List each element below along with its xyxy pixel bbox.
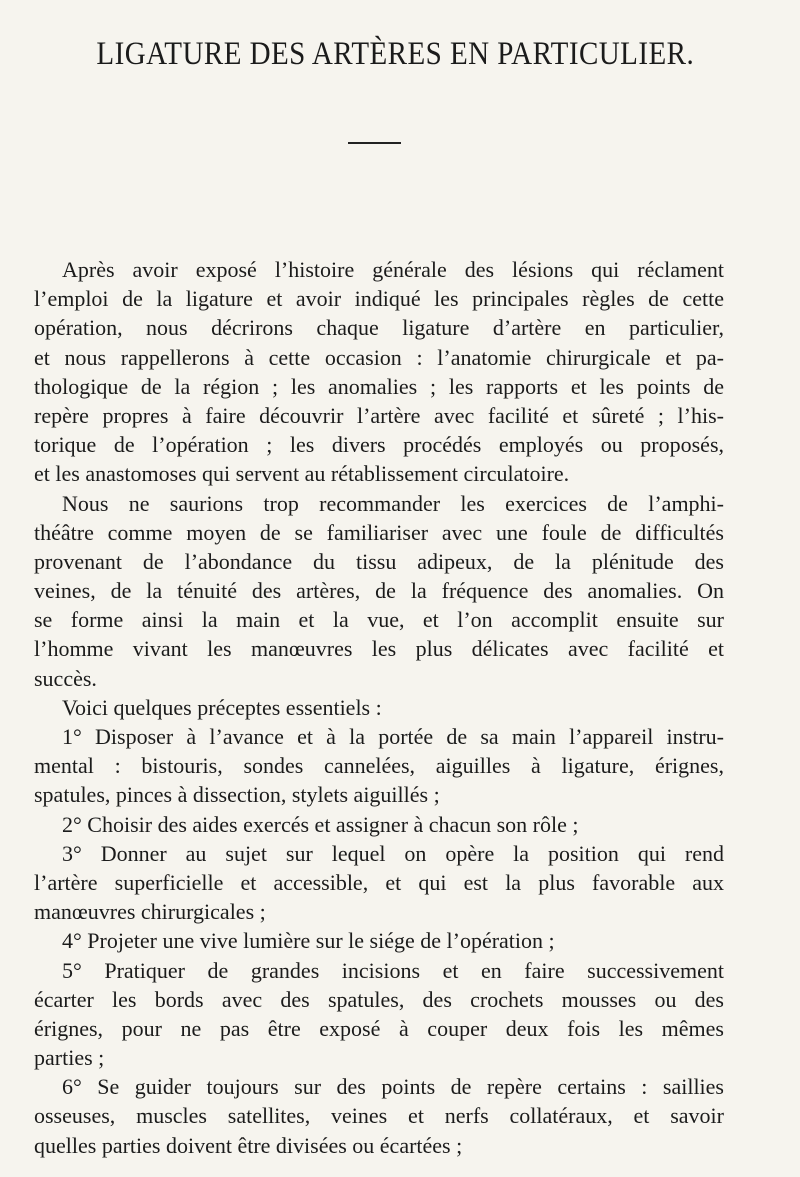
- text-line: écarter les bords avec des spatules, des crochets mousses ou des: [34, 986, 724, 1012]
- text-line: succès.: [34, 665, 97, 691]
- text-line: 5° Pratiquer de grandes incisions et en faire successivement: [62, 957, 724, 983]
- text-line: manœuvres chirurgicales ;: [34, 899, 266, 925]
- text-line: quelles parties doivent être divisées ou écartées ;: [34, 1132, 463, 1158]
- text-line: thologique de la région ; les anomalies ; les rapports et les points de: [34, 373, 724, 399]
- text-line: 3° Donner au sujet sur lequel on opère la position qui rend: [62, 840, 724, 866]
- text-line: torique de l’opération ; les divers procédés employés ou proposés,: [34, 432, 724, 458]
- text-line: l’artère superficielle et accessible, et qui est la plus favorable aux: [34, 869, 724, 895]
- text-line: 2° Choisir des aides exercés et assigner à chacun son rôle ;: [62, 811, 579, 837]
- text-line: théâtre comme moyen de se familiariser avec une foule de difficultés: [34, 519, 724, 545]
- text-line: 1° Disposer à l’avance et à la portée de sa main l’appareil instru-: [62, 724, 724, 749]
- text-line: érignes, pour ne pas être exposé à couper deux fois les mêmes: [34, 1015, 724, 1041]
- text-line: Nous ne saurions trop recommander les exercices de l’amphi-: [62, 490, 724, 516]
- text-line: repère propres à faire découvrir l’artère avec facilité et sûreté ; l’his-: [34, 402, 724, 428]
- text-line: spatules, pinces à dissection, stylets aiguillés ;: [34, 782, 440, 808]
- text-line: et les anastomoses qui servent au rétablissement circulatoire.: [34, 461, 570, 487]
- text-line: osseuses, muscles satellites, veines et nerfs collatéraux, et savoir: [34, 1103, 724, 1129]
- text-line: opération, nous décrirons chaque ligature d’artère en particulier,: [34, 315, 724, 341]
- text-line: veines, de la ténuité des artères, de la fréquence des anomalies. On: [34, 578, 724, 604]
- body-text: [34, 255, 724, 1160]
- text-line: 4° Projeter une vive lumière sur le siége de l’opération ;: [62, 928, 555, 954]
- text-line: 6° Se guider toujours sur des points de repère certains : saillies: [62, 1074, 724, 1100]
- text-line: se forme ainsi la main et la vue, et l’on accomplit ensuite sur: [34, 607, 724, 633]
- text-line: parties ;: [34, 1045, 105, 1071]
- page-title: LIGATURE DES ARTÈRES EN PARTICULIER.: [96, 36, 695, 72]
- text-line: et nous rappellerons à cette occasion : l’anatomie chirurgicale et pa-: [34, 344, 724, 370]
- text-line: mental : bistouris, sondes cannelées, aiguilles à ligature, érignes,: [34, 753, 724, 779]
- title-rule: [348, 142, 401, 144]
- text-line: l’emploi de la ligature et avoir indiqué les principales règles de cette: [34, 286, 724, 312]
- text-line: l’homme vivant les manœuvres les plus délicates avec facilité et: [34, 636, 724, 662]
- text-line: Après avoir exposé l’histoire générale des lésions qui réclament: [62, 257, 724, 282]
- text-line: Voici quelques préceptes essentiels :: [62, 694, 382, 720]
- text-line: provenant de l’abondance du tissu adipeux, de la plénitude des: [34, 548, 724, 574]
